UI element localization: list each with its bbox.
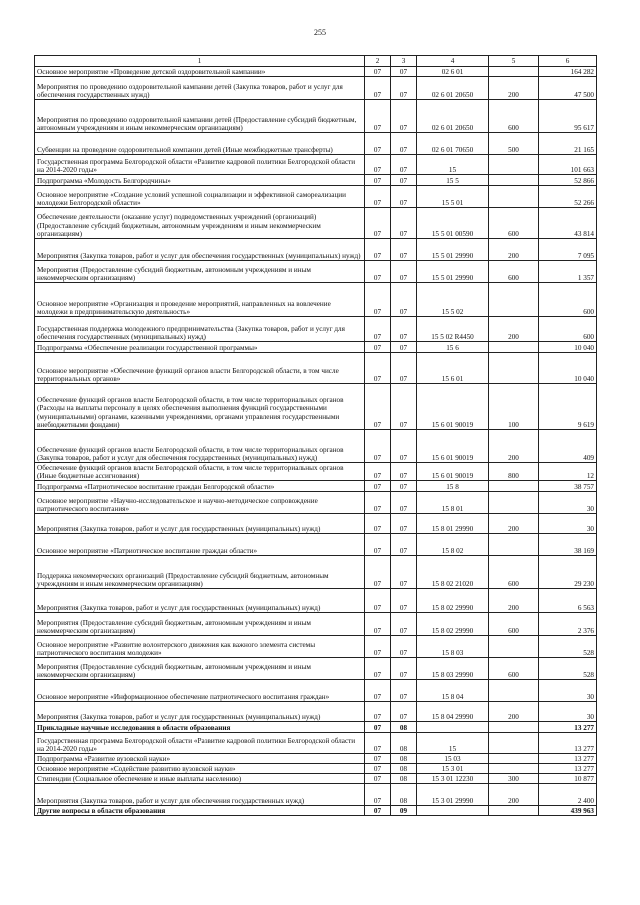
row-name: Основное мероприятие «Научно-исследовательское и научно-методическое сопровождение патриотического воспитания»	[35, 492, 365, 514]
row-section: 07	[365, 77, 391, 100]
row-section: 07	[365, 733, 391, 754]
row-expense-type	[489, 175, 539, 186]
row-name: Основное мероприятие «Развитие волонтерского движения как важного элемента системы патриотического воспитания молодежи»	[35, 636, 365, 658]
table-row	[35, 463, 597, 481]
row-subsection: 08	[391, 784, 417, 806]
row-amount: 30	[539, 702, 597, 722]
row-amount: 600	[539, 283, 597, 317]
table-row	[35, 722, 597, 733]
table-row	[35, 175, 597, 186]
table-row	[35, 100, 597, 133]
row-expense-type: 200	[489, 784, 539, 806]
row-section: 07	[365, 239, 391, 261]
table-row	[35, 77, 597, 100]
row-target-article: 15 8 02	[417, 534, 489, 556]
row-target-article: 15 3 01 29990	[417, 784, 489, 806]
row-target-article: 15 6 01 90019	[417, 463, 489, 481]
row-amount: 43 814	[539, 208, 597, 239]
row-target-article: 15 5 01	[417, 186, 489, 208]
table-row	[35, 208, 597, 239]
row-expense-type: 600	[489, 261, 539, 283]
row-expense-type: 100	[489, 384, 539, 430]
row-expense-type	[489, 722, 539, 733]
row-name: Мероприятия (Закупка товаров, работ и услуг для государственных (муниципальных) нужд)	[35, 514, 365, 534]
row-name: Мероприятия (Закупка товаров, работ и услуг для обеспечения государственных нужд)	[35, 784, 365, 806]
row-target-article: 15 6 01 90019	[417, 430, 489, 463]
row-target-article: 15 5	[417, 175, 489, 186]
table-row	[35, 353, 597, 384]
row-expense-type	[489, 67, 539, 77]
row-section: 07	[365, 353, 391, 384]
row-subsection: 07	[391, 463, 417, 481]
row-section: 07	[365, 463, 391, 481]
row-target-article: 15 8 01	[417, 492, 489, 514]
row-target-article: 15 8 03 29990	[417, 658, 489, 680]
row-amount: 101 663	[539, 155, 597, 175]
row-subsection: 07	[391, 353, 417, 384]
row-name: Стипендии (Социальное обеспечение и иные выплаты населению)	[35, 774, 365, 784]
row-section: 07	[365, 67, 391, 77]
row-target-article: 15 5 02	[417, 283, 489, 317]
table-row	[35, 680, 597, 702]
table-row	[35, 774, 597, 784]
row-amount: 95 617	[539, 100, 597, 133]
row-subsection: 07	[391, 514, 417, 534]
column-header: 5	[489, 56, 539, 67]
row-name: Субвенции на проведение оздоровительной компании детей (Иные межбюджетные трансферты)	[35, 133, 365, 155]
row-expense-type	[489, 186, 539, 208]
row-amount: 13 277	[539, 764, 597, 774]
budget-table	[34, 55, 597, 816]
row-subsection: 07	[391, 186, 417, 208]
row-name: Государственная поддержка молодежного предпринимательства (Закупка товаров, работ и услуг для обеспечения государственных (муниципальных) нужд)	[35, 317, 365, 342]
row-name: Прикладные научные исследования в области образования	[35, 722, 365, 733]
row-amount: 13 277	[539, 733, 597, 754]
row-amount: 10 877	[539, 774, 597, 784]
row-amount: 409	[539, 430, 597, 463]
row-target-article: 02 6 01	[417, 67, 489, 77]
row-target-article: 15 8 04 29990	[417, 702, 489, 722]
row-subsection: 07	[391, 636, 417, 658]
row-amount: 2 376	[539, 613, 597, 636]
row-target-article: 02 6 01 20650	[417, 77, 489, 100]
row-expense-type	[489, 764, 539, 774]
row-name: Мероприятия (Закупка товаров, работ и услуг для государственных (муниципальных) нужд)	[35, 589, 365, 613]
table-row	[35, 430, 597, 463]
row-amount: 9 619	[539, 384, 597, 430]
row-subsection: 07	[391, 175, 417, 186]
row-subsection: 07	[391, 239, 417, 261]
row-expense-type: 200	[489, 514, 539, 534]
row-target-article	[417, 722, 489, 733]
row-section: 07	[365, 806, 391, 816]
row-amount: 47 500	[539, 77, 597, 100]
row-section: 07	[365, 722, 391, 733]
row-expense-type	[489, 342, 539, 353]
column-header: 2	[365, 56, 391, 67]
row-name: Другие вопросы в области образования	[35, 806, 365, 816]
row-name: Мероприятия (Предоставление субсидий бюджетным, автономным учреждениям и иным некоммерческим организациям)	[35, 261, 365, 283]
table-row	[35, 658, 597, 680]
row-section: 07	[365, 534, 391, 556]
row-amount: 52 266	[539, 186, 597, 208]
row-target-article: 15 8 04	[417, 680, 489, 702]
row-section: 07	[365, 556, 391, 589]
table-row	[35, 702, 597, 722]
row-subsection: 07	[391, 481, 417, 492]
table-row	[35, 514, 597, 534]
row-name: Мероприятия (Предоставление субсидий бюджетным, автономным учреждениям и иным некоммерческим организациям)	[35, 658, 365, 680]
table-row	[35, 806, 597, 816]
table-row	[35, 481, 597, 492]
row-section: 07	[365, 430, 391, 463]
row-amount: 30	[539, 514, 597, 534]
row-section: 07	[365, 175, 391, 186]
row-target-article: 15 3 01 12230	[417, 774, 489, 784]
table-row	[35, 492, 597, 514]
row-expense-type: 600	[489, 556, 539, 589]
row-target-article: 02 6 01 70650	[417, 133, 489, 155]
row-section: 07	[365, 702, 391, 722]
row-subsection: 07	[391, 589, 417, 613]
row-name: Основное мероприятие «Информационное обеспечение патриотического воспитания граждан»	[35, 680, 365, 702]
row-target-article: 15 8 03	[417, 636, 489, 658]
row-amount: 6 563	[539, 589, 597, 613]
table-row	[35, 384, 597, 430]
row-target-article: 15 8 01 29990	[417, 514, 489, 534]
row-subsection: 08	[391, 774, 417, 784]
row-subsection: 07	[391, 261, 417, 283]
row-expense-type	[489, 680, 539, 702]
row-amount: 13 277	[539, 754, 597, 764]
row-target-article	[417, 806, 489, 816]
row-expense-type: 800	[489, 463, 539, 481]
table-row	[35, 589, 597, 613]
row-subsection: 07	[391, 342, 417, 353]
row-expense-type	[489, 806, 539, 816]
row-expense-type: 200	[489, 702, 539, 722]
row-subsection: 07	[391, 534, 417, 556]
table-row	[35, 317, 597, 342]
row-target-article: 15 6 01	[417, 353, 489, 384]
row-name: Мероприятия (Предоставление субсидий бюджетным, автономным учреждениям и иным некоммерческим организациям)	[35, 613, 365, 636]
row-name: Обеспечение функций органов власти Белгородской области, в том числе территориальных органов (Иные бюджетные ассигнования)	[35, 463, 365, 481]
row-section: 07	[365, 100, 391, 133]
row-section: 07	[365, 261, 391, 283]
page-number: 255	[314, 28, 326, 37]
row-name: Основное мероприятие «Обеспечение функций органов власти Белгородской области, в том числе территориальных органов»	[35, 353, 365, 384]
table-row	[35, 764, 597, 774]
row-name: Мероприятия по проведению оздоровительной кампании детей (Предоставление субсидий бюджетным, автономным учреждениям и иным некоммерческим организациям)	[35, 100, 365, 133]
header-row	[35, 56, 597, 67]
row-expense-type: 600	[489, 613, 539, 636]
row-expense-type	[489, 155, 539, 175]
row-subsection: 07	[391, 155, 417, 175]
row-expense-type	[489, 283, 539, 317]
row-amount: 1 357	[539, 261, 597, 283]
row-target-article: 15 6 01 90019	[417, 384, 489, 430]
row-expense-type: 500	[489, 133, 539, 155]
row-section: 07	[365, 658, 391, 680]
row-subsection: 07	[391, 658, 417, 680]
row-subsection: 07	[391, 67, 417, 77]
row-amount: 528	[539, 636, 597, 658]
row-target-article: 15 6	[417, 342, 489, 353]
row-target-article: 15 8 02 29990	[417, 613, 489, 636]
row-expense-type: 600	[489, 658, 539, 680]
row-section: 07	[365, 636, 391, 658]
row-name: Основное мероприятие «Создание условий успешной социализации и эффективной самореализации молодежи Белгородской области»	[35, 186, 365, 208]
row-target-article: 15 5 01 00590	[417, 208, 489, 239]
row-expense-type: 200	[489, 77, 539, 100]
row-subsection: 09	[391, 806, 417, 816]
row-target-article: 15 8 02 29990	[417, 589, 489, 613]
row-target-article: 15 5 01 29990	[417, 239, 489, 261]
table-row	[35, 556, 597, 589]
row-amount: 528	[539, 658, 597, 680]
row-amount: 38 169	[539, 534, 597, 556]
row-subsection: 08	[391, 764, 417, 774]
row-name: Обеспечение деятельности (оказание услуг) подведомственных учреждений (организаций) (Предоставление субсидий бюджетным, автономным учреждениям и иным некоммерческим организациям)	[35, 208, 365, 239]
table-row	[35, 239, 597, 261]
row-section: 07	[365, 317, 391, 342]
row-amount: 29 230	[539, 556, 597, 589]
row-name: Подпрограмма «Молодость Белгородчины»	[35, 175, 365, 186]
row-section: 07	[365, 492, 391, 514]
row-name: Мероприятия по проведению оздоровительной кампании детей (Закупка товаров, работ и услуг для обеспечения государственных нужд)	[35, 77, 365, 100]
table-row	[35, 733, 597, 754]
row-section: 07	[365, 283, 391, 317]
row-target-article: 15	[417, 155, 489, 175]
row-expense-type	[489, 492, 539, 514]
row-target-article: 15 5 02 R4450	[417, 317, 489, 342]
table-row	[35, 283, 597, 317]
row-section: 07	[365, 754, 391, 764]
row-section: 07	[365, 589, 391, 613]
row-expense-type: 600	[489, 208, 539, 239]
row-amount: 600	[539, 317, 597, 342]
table-row	[35, 133, 597, 155]
table-row	[35, 67, 597, 77]
row-section: 07	[365, 208, 391, 239]
row-target-article: 15 5 01 29990	[417, 261, 489, 283]
row-name: Основное мероприятие «Содействие развитию вузовской науки»	[35, 764, 365, 774]
row-section: 07	[365, 186, 391, 208]
row-amount: 164 282	[539, 67, 597, 77]
row-section: 07	[365, 514, 391, 534]
row-subsection: 08	[391, 733, 417, 754]
row-subsection: 08	[391, 754, 417, 764]
row-subsection: 07	[391, 680, 417, 702]
column-header: 4	[417, 56, 489, 67]
row-expense-type	[489, 353, 539, 384]
row-target-article: 15 8 02 21020	[417, 556, 489, 589]
row-target-article: 15 03	[417, 754, 489, 764]
row-amount: 21 165	[539, 133, 597, 155]
row-name: Государственная программа Белгородской области «Развитие кадровой политики Белгородской области на 2014-2020 годы»	[35, 733, 365, 754]
row-name: Подпрограмма «Патриотическое воспитание граждан Белгородской области»	[35, 481, 365, 492]
row-expense-type	[489, 754, 539, 764]
row-name: Мероприятия (Закупка товаров, работ и услуг для обеспечения государственных (муниципальных) нужд)	[35, 239, 365, 261]
row-name: Обеспечение функций органов власти Белгородской области, в том числе территориальных органов (Закупка товаров, работ и услуг для обеспечения государственных (муниципальных) нужд)	[35, 430, 365, 463]
table-row	[35, 754, 597, 764]
row-subsection: 07	[391, 283, 417, 317]
table-row	[35, 613, 597, 636]
row-name: Основное мероприятие «Проведение детской оздоровительной кампании»	[35, 67, 365, 77]
table-row	[35, 261, 597, 283]
table-row	[35, 784, 597, 806]
row-target-article: 15 3 01	[417, 764, 489, 774]
row-subsection: 07	[391, 77, 417, 100]
column-header: 6	[539, 56, 597, 67]
row-amount: 12	[539, 463, 597, 481]
table-row	[35, 636, 597, 658]
row-section: 07	[365, 784, 391, 806]
table-row	[35, 155, 597, 175]
row-subsection: 07	[391, 208, 417, 239]
row-expense-type	[489, 636, 539, 658]
row-name: Основное мероприятие «Патриотическое воспитание граждан области»	[35, 534, 365, 556]
row-section: 07	[365, 155, 391, 175]
row-subsection: 07	[391, 384, 417, 430]
row-target-article: 02 6 01 20650	[417, 100, 489, 133]
table-row	[35, 342, 597, 353]
row-name: Государственная программа Белгородской области «Развитие кадровой политики Белгородской области на 2014-2020 годы»	[35, 155, 365, 175]
row-target-article: 15	[417, 733, 489, 754]
row-subsection: 07	[391, 317, 417, 342]
row-section: 07	[365, 384, 391, 430]
row-section: 07	[365, 764, 391, 774]
row-amount: 439 963	[539, 806, 597, 816]
row-expense-type	[489, 733, 539, 754]
row-name: Поддержка некоммерческих организаций (Предоставление субсидий бюджетным, автономным учреждениям и иным некоммерческим организациям)	[35, 556, 365, 589]
row-amount: 10 040	[539, 342, 597, 353]
row-amount: 30	[539, 492, 597, 514]
row-section: 07	[365, 133, 391, 155]
row-name: Подпрограмма «Развитие вузовской науки»	[35, 754, 365, 764]
row-expense-type: 200	[489, 239, 539, 261]
row-expense-type	[489, 481, 539, 492]
row-amount: 52 866	[539, 175, 597, 186]
row-name: Обеспечение функций органов власти Белгородской области, в том числе территориальных органов (Расходы на выплаты персоналу в целях обеспечения выполнения функций государственными (муниципальными) органами, казенными учреждениями, органами управления государственными внебюджетными фондами)	[35, 384, 365, 430]
row-name: Мероприятия (Закупка товаров, работ и услуг для государственных (муниципальных) нужд)	[35, 702, 365, 722]
row-expense-type: 200	[489, 589, 539, 613]
row-amount: 10 040	[539, 353, 597, 384]
row-expense-type	[489, 534, 539, 556]
row-section: 07	[365, 680, 391, 702]
row-amount: 13 277	[539, 722, 597, 733]
row-subsection: 07	[391, 613, 417, 636]
row-subsection: 07	[391, 702, 417, 722]
column-header: 3	[391, 56, 417, 67]
row-section: 07	[365, 342, 391, 353]
table-row	[35, 534, 597, 556]
row-name: Подпрограмма «Обеспечение реализации государственной программы»	[35, 342, 365, 353]
row-section: 07	[365, 481, 391, 492]
row-subsection: 07	[391, 492, 417, 514]
row-amount: 38 757	[539, 481, 597, 492]
row-section: 07	[365, 774, 391, 784]
row-name: Основное мероприятие «Организация и проведение мероприятий, направленных на вовлечение молодежи в предпринимательскую деятельность»	[35, 283, 365, 317]
table-row	[35, 186, 597, 208]
row-expense-type: 300	[489, 774, 539, 784]
row-amount: 7 095	[539, 239, 597, 261]
row-amount: 2 400	[539, 784, 597, 806]
row-target-article: 15 8	[417, 481, 489, 492]
column-header: 1	[35, 56, 365, 67]
row-subsection: 07	[391, 100, 417, 133]
row-expense-type: 600	[489, 100, 539, 133]
row-subsection: 07	[391, 556, 417, 589]
row-expense-type: 200	[489, 430, 539, 463]
row-amount: 30	[539, 680, 597, 702]
row-expense-type: 200	[489, 317, 539, 342]
row-section: 07	[365, 613, 391, 636]
row-subsection: 07	[391, 133, 417, 155]
row-subsection: 08	[391, 722, 417, 733]
row-subsection: 07	[391, 430, 417, 463]
